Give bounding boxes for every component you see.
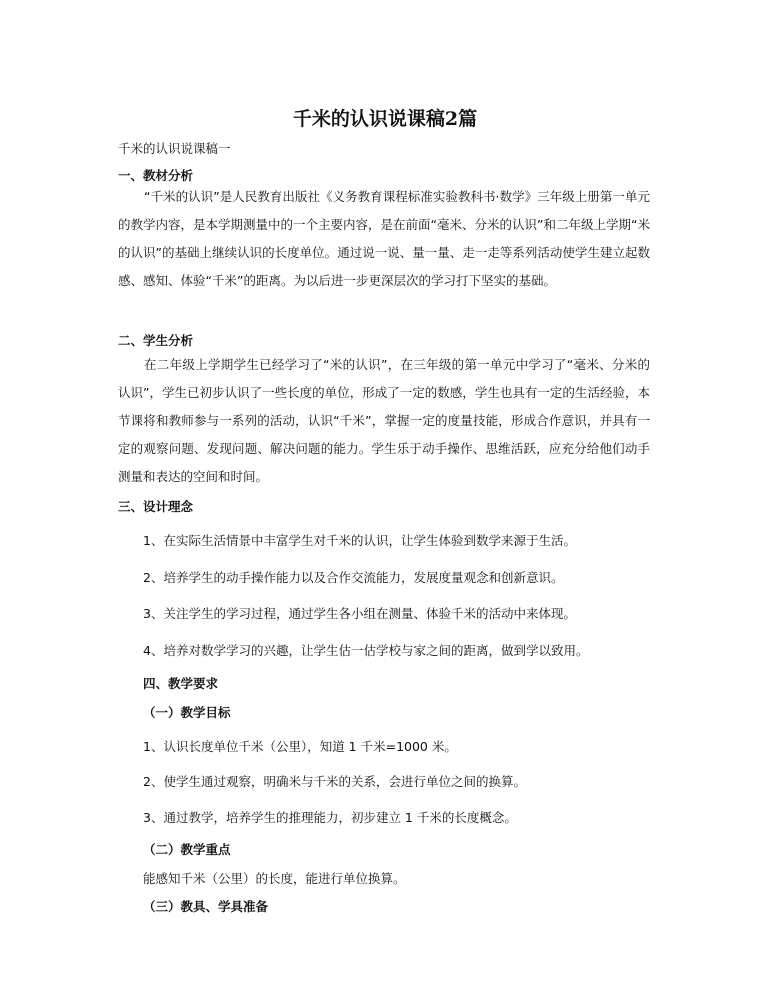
document-subtitle: 千米的认识说课稿一 — [118, 141, 231, 156]
subsection-heading-teaching-aids: （三）教具、学具准备 — [143, 899, 269, 914]
list-item: 2、使学生通过观察，明确米与千米的关系，会进行单位之间的换算。 — [143, 774, 526, 789]
list-item: 3、通过教学，培养学生的推理能力，初步建立 1 千米的长度概念。 — [143, 810, 517, 825]
list-item: 3、关注学生的学习过程，通过学生各小组在测量、体验千米的活动中来体现。 — [143, 606, 576, 621]
paragraph-student-analysis: 在二年级上学期学生已经学习了“米的认识”，在三年级的第一单元中学习了“毫米、分米的认识”，学生已初步认识了一些长度的单位，形成了一定的数感，学生也具有一定的生活经验，本节课将和教师参与一系列的活动，认识“千米”，掌握一定的度量技能，形成合作意识，并具有一定的观察问题、发现问题、解决问题的能力。学生乐于动手操作、思维活跃，应充分给他们动手测量和表达的空间和时间。 — [118, 357, 650, 484]
list-item: 2、培养学生的动手操作能力以及合作交流能力，发展度量观念和创新意识。 — [143, 570, 564, 585]
section-heading-student-analysis: 二、学生分析 — [118, 333, 194, 348]
teaching-focus-text: 能感知千米（公里）的长度，能进行单位换算。 — [143, 871, 406, 886]
list-item: 4、培养对数学学习的兴趣，让学生估一估学校与家之间的距离，做到学以致用。 — [143, 643, 589, 658]
section-heading-design-concept: 三、设计理念 — [118, 499, 194, 514]
list-item: 1、在实际生活情景中丰富学生对千米的认识，让学生体验到数学来源于生活。 — [143, 533, 576, 548]
list-item: 1、认识长度单位千米（公里），知道 1 千米=1000 米。 — [143, 739, 457, 754]
subsection-heading-teaching-goals: （一）教学目标 — [143, 705, 231, 720]
section-heading-textbook-analysis: 一、教材分析 — [118, 168, 194, 183]
section-heading-teaching-requirements: 四、教学要求 — [143, 676, 219, 691]
paragraph-textbook-analysis: “千米的认识”是人民教育出版社《义务教育课程标准实验教科书·数学》三年级上册第一单元的教学内容，是本学期测量中的一个主要内容，是在前面“毫米、分米的认识”和二年级上学期“米的认识”的基础上继续认识的长度单位。通过说一说、量一量、走一走等系列活动使学生建立起数感、感知、体验“千米”的距离。为以后进一步更深层次的学习打下坚实的基础。 — [118, 189, 650, 288]
subsection-heading-teaching-focus: （二）教学重点 — [143, 842, 231, 857]
document-title: 千米的认识说课稿2篇 — [292, 108, 478, 130]
